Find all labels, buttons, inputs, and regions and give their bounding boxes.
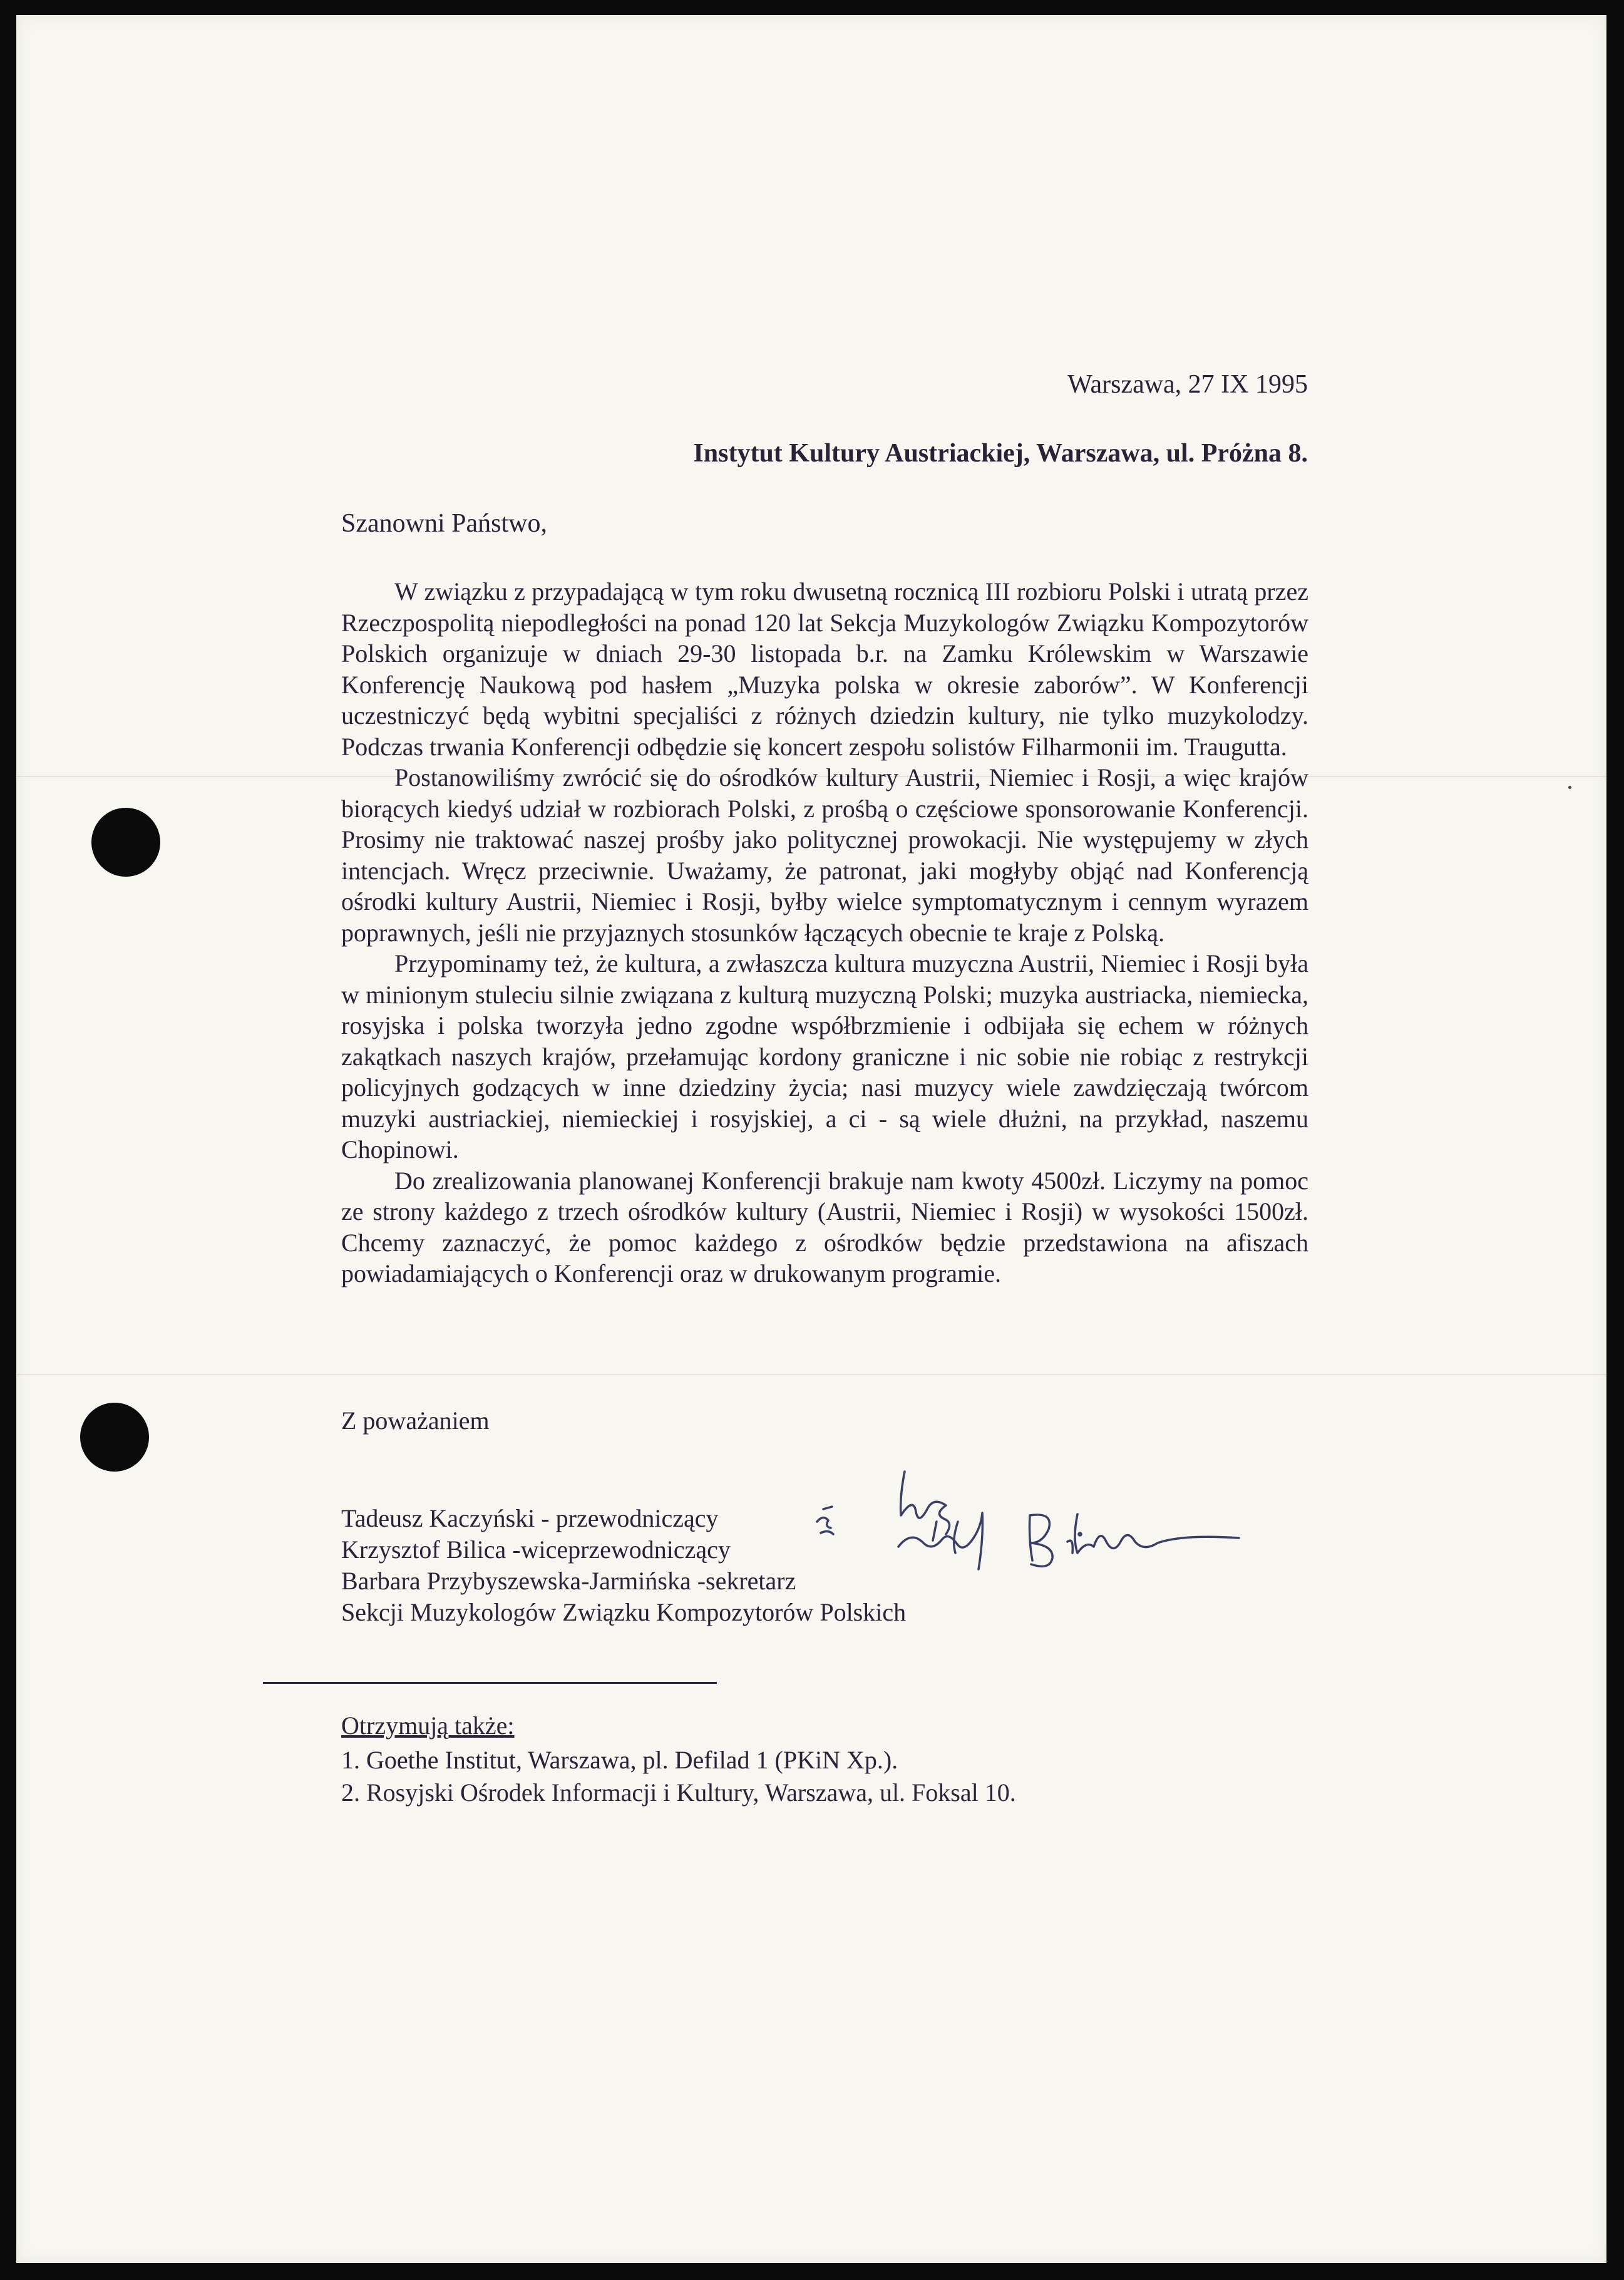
body-paragraph: Do zrealizowania planowanej Konferencji brakuje nam kwoty 4500zł. Liczymy na pomoc ze strony każdego z trzech ośrodków kultury (Austrii, Niemiec i Rosji) w wysokości 1500zł. Chcemy zaznaczyć, że pomoc każdego z ośrodków będzie przedstawiona na afiszach powiadamiających o Konferencji oraz w drukowanym programie. (341, 1166, 1308, 1287)
cc-title: Otrzymują także: (341, 1711, 515, 1740)
punch-hole (80, 1403, 149, 1472)
body-paragraph: Przypominamy też, że kultura, a zwłaszcza kultura muzyczna Austrii, Niemiec i Rosji była w minionym stuleciu silnie związana z kulturą muzyczną Polski; muzyka austriacka, niemiecka, rosyjska i polska tworzyła jedno zgodne współbrzmienie i odbijała się echem w różnych zakątkach naszych krajów, przełamując kordony graniczne i nic sobie nie robiąc z restrykcji policyjnych godzących w inne dziedziny życia; nasi muzycy wiele zawdzięczają twórcom muzyki austriackiej, niemieckiej i rosyjskiej, a ci - są wiele dłużni, na przykład, naszemu Chopinowi. (341, 949, 1308, 1163)
fold-line (16, 1374, 1606, 1375)
cc-item: 2. Rosyjski Ośrodek Informacji i Kultury, Warszawa, ul. Foksal 10. (341, 1778, 1016, 1807)
signer-line: Tadeusz Kaczyński - przewodniczący (341, 1504, 719, 1532)
punch-hole (91, 808, 160, 877)
cc-item: 1. Goethe Institut, Warszawa, pl. Defilad 1 (PKiN Xp.). (341, 1746, 898, 1774)
cc-list (341, 1744, 1016, 1809)
signer-line: Barbara Przybyszewska-Jarmińska -sekretarz (341, 1567, 796, 1595)
body-paragraph: Postanowiliśmy zwrócić się do ośrodków kultury Austrii, Niemiec i Rosji, a więc krajów biorących kiedyś udział w rozbiorach Polski, z prośbą o częściowe sponsorowanie Konferencji. Prosimy nie traktować naszej prośby jako politycznej prowokacji. Nie występujemy w złych intencjach. Wręcz przeciwnie. Uważamy, że patronat, jaki mogłyby objąć nad Konferencją ośrodki kultury Austrii, Niemiec i Rosji, byłby wielce symptomatycznym i cennym wyrazem poprawnych, jeśli nie przyjaznych stosunków łączących obecnie te kraje z Polską. (341, 763, 1308, 947)
paper-speck (1568, 786, 1571, 789)
closing: Z poważaniem (341, 1406, 490, 1435)
signer-line: Sekcji Muzykologów Związku Kompozytorów Polskich (341, 1598, 907, 1626)
salutation: Szanowni Państwo, (341, 509, 547, 538)
recipient-address: Instytut Kultury Austriackiej, Warszawa, ul. Próżna 8. (693, 439, 1308, 468)
divider-rule (263, 1682, 717, 1684)
signer-line: Krzysztof Bilica -wiceprzewodniczący (341, 1535, 731, 1564)
handwritten-signatures (804, 1453, 1287, 1616)
letter-body (341, 576, 1308, 1289)
letter-date: Warszawa, 27 IX 1995 (1067, 370, 1308, 399)
body-paragraph: W związku z przypadającą w tym roku dwusetną rocznicą III rozbioru Polski i utratą przez Rzeczpospolitą niepodległości na ponad 120 lat Sekcja Muzykologów Związku Kompozytorów Polskich organizuje w dniach 29-30 listopada b.r. na Zamku Królewskim w Warszawie Konferencję Naukową pod hasłem „Muzyka polska w okresie zaborów”. W Konferencji uczestniczyć będą wybitni specjaliści z różnych dziedzin kultury, nie tylko muzykolodzy. Podczas trwania Konferencji odbędzie się koncert zespołu solistów Filharmonii im. Traugutta. (341, 577, 1308, 761)
